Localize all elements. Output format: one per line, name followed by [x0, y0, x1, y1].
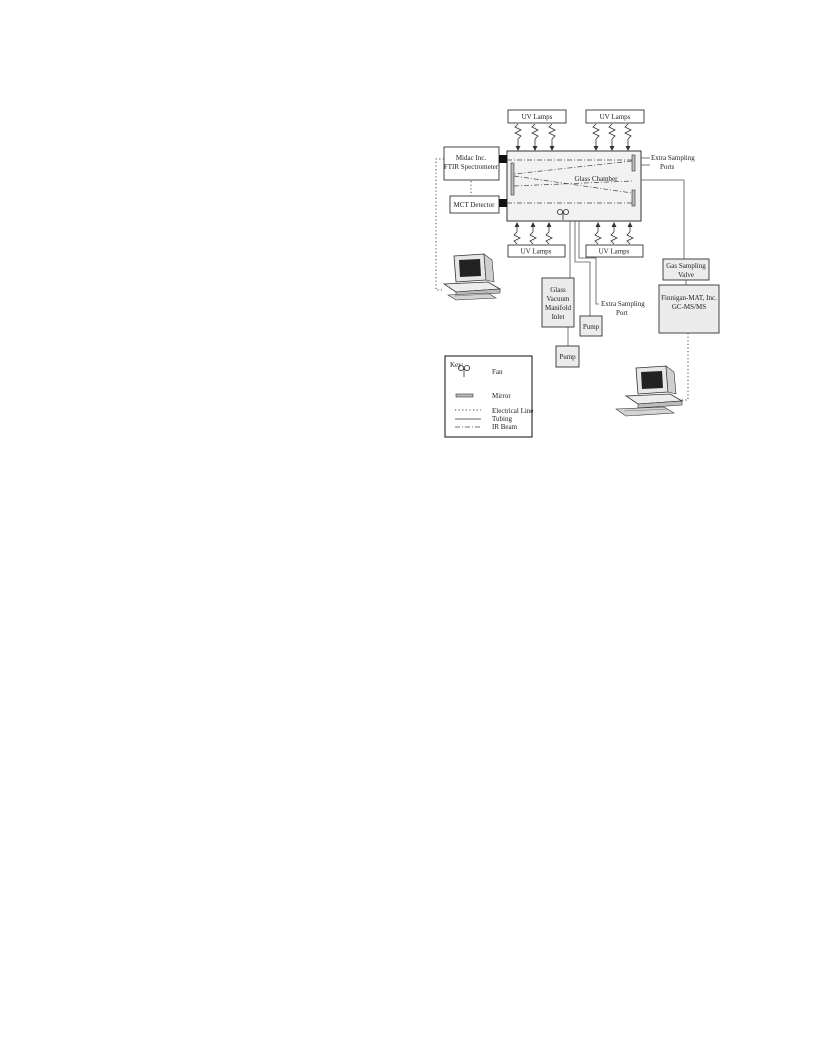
computer-icon-left — [444, 254, 500, 300]
uv-radiation-icon — [593, 124, 631, 139]
ftir-spectrometer — [444, 147, 507, 180]
manifold-label-line4: Inlet — [551, 313, 565, 321]
uv-radiation-icon — [515, 124, 555, 139]
glass-chamber-label: Glass Chamber — [574, 175, 618, 183]
gas-valve-label-line2: Valve — [678, 271, 694, 279]
legend-mirror-label: Mirror — [492, 392, 511, 400]
legend-tubing-label: Tubing — [492, 415, 512, 423]
mct-port — [499, 199, 507, 207]
mirror-right-bottom — [632, 190, 635, 206]
extra-sampling-port — [601, 300, 645, 317]
legend-fan-label: Fan — [492, 368, 503, 376]
gc-ms-instrument — [659, 285, 719, 333]
extra-ports-label-line2: Ports — [660, 163, 675, 171]
glass-chamber-box — [507, 151, 641, 221]
uv-arrow-icons — [594, 139, 631, 151]
gc-ms-label-line1: Finnigan-MAT, Inc. — [661, 294, 717, 302]
uv-arrow-icons — [596, 222, 633, 232]
uv-lamps-bottom-left-label: UV Lamps — [520, 247, 552, 256]
legend-electrical-label: Electrical Line — [492, 407, 534, 415]
uv-lamps-top-left — [508, 110, 566, 151]
legend-title: Key: — [450, 361, 464, 369]
legend-key — [445, 356, 533, 437]
ftir-port — [499, 155, 507, 163]
uv-lamps-bottom-right-label: UV Lamps — [598, 247, 630, 256]
uv-lamps-top-left-label: UV Lamps — [521, 113, 553, 121]
mirror-left — [511, 163, 514, 195]
extra-ports-label-line1: Extra Sampling — [651, 154, 695, 162]
computer-icon-right — [616, 366, 682, 416]
mct-detector-label: MCT Detector — [453, 201, 495, 209]
pump-upper — [580, 316, 602, 336]
uv-lamps-bottom-left — [508, 222, 565, 257]
mct-detector — [450, 196, 507, 213]
pump-lower-label: Pump — [559, 353, 576, 361]
gc-ms-label-line2: GC-MS/MS — [671, 303, 707, 311]
manifold-label-line2: Vacuum — [546, 295, 570, 303]
uv-radiation-icon — [595, 232, 633, 244]
pump-upper-label: Pump — [582, 323, 600, 331]
manifold-label-line3: Manifold — [544, 304, 572, 312]
uv-lamps-bottom-right — [586, 222, 643, 257]
manifold-label-line1: Glass — [550, 286, 566, 294]
pump-lower — [556, 346, 579, 367]
glass-vacuum-manifold-inlet — [542, 278, 574, 327]
glass-chamber — [507, 151, 641, 221]
mirror-right-top — [632, 155, 635, 171]
uv-arrow-icons — [515, 222, 552, 232]
legend-ir-beam-label: IR Beam — [492, 423, 518, 431]
extra-port-label-line2: Port — [616, 309, 628, 317]
ftir-label-line1: Midac Inc. — [455, 154, 487, 162]
gas-valve-label-line1: Gas Sampling — [666, 262, 706, 270]
uv-radiation-icon — [514, 232, 552, 244]
gas-sampling-valve — [663, 259, 709, 280]
uv-lamps-top-right-label: UV Lamps — [599, 113, 631, 121]
uv-lamps-top-right — [586, 110, 644, 151]
legend-mirror-icon — [456, 394, 473, 397]
extra-port-label-line1: Extra Sampling — [601, 300, 645, 308]
extra-sampling-ports — [641, 154, 695, 171]
ftir-label-line2: FTIR Spectrometer — [443, 163, 499, 171]
uv-arrow-icons — [516, 139, 555, 151]
